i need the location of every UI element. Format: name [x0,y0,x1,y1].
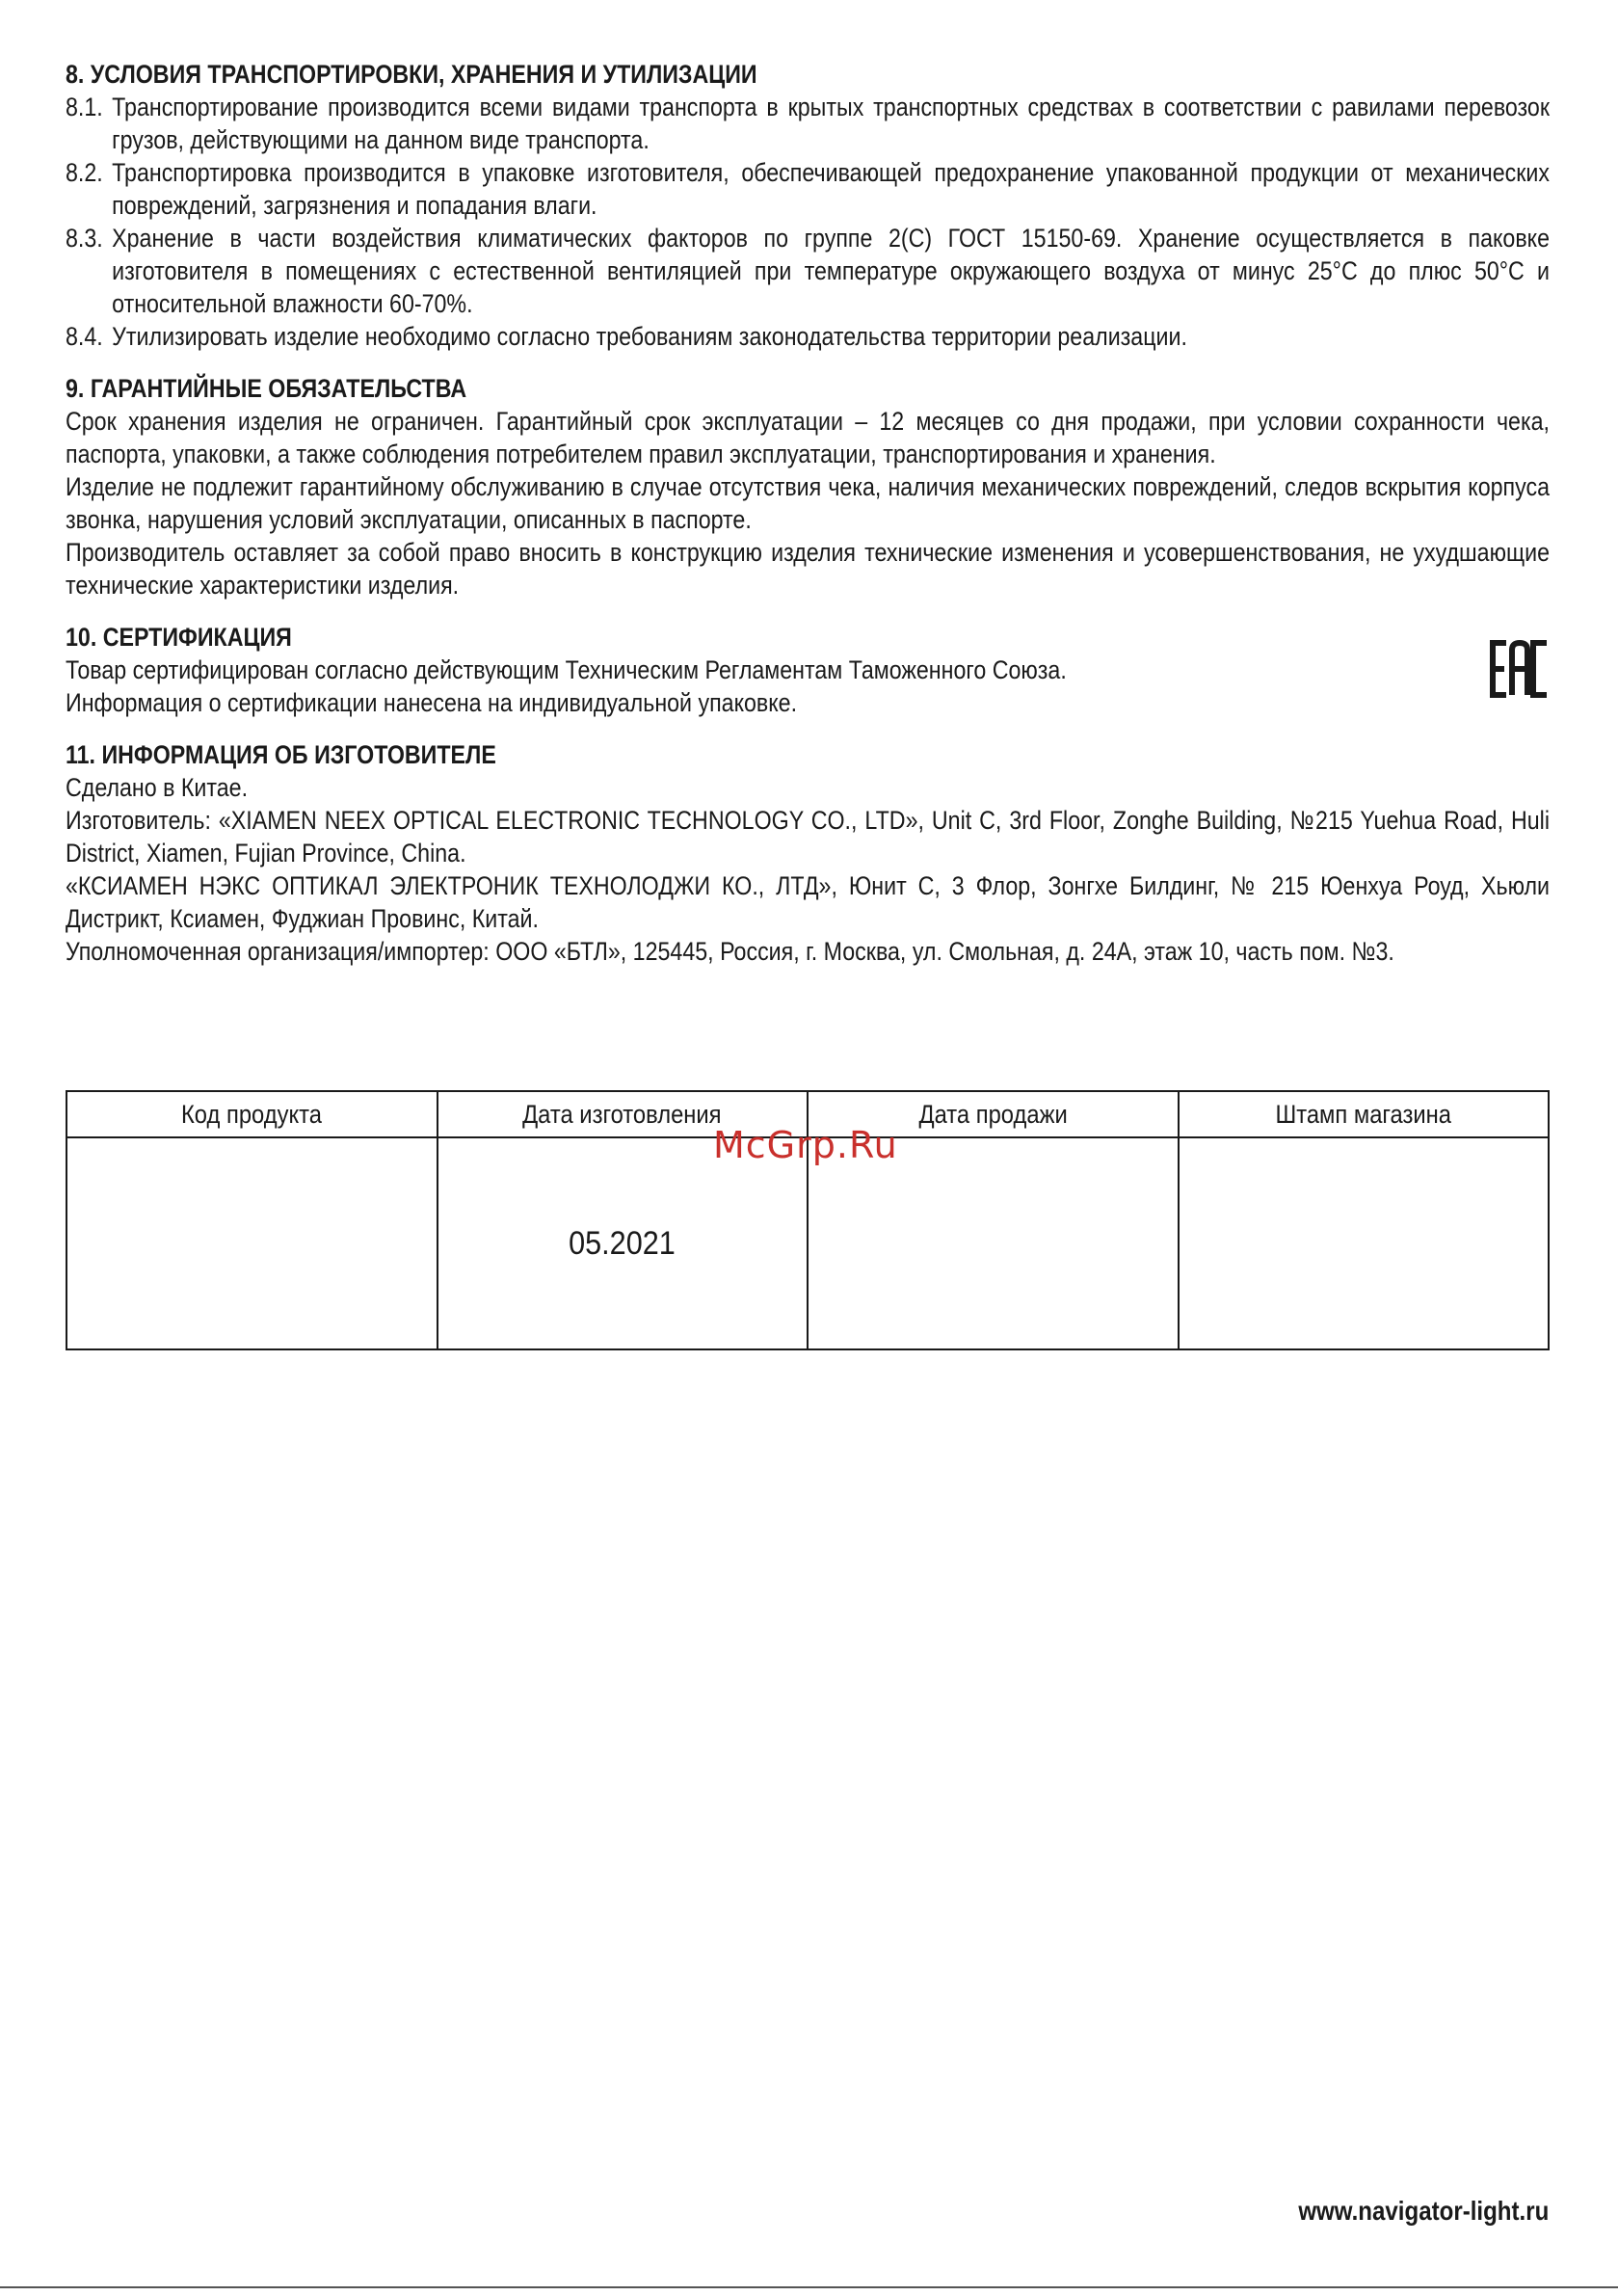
column-header: Код продукта [66,1091,438,1137]
table-row [66,1137,1549,1349]
paragraph: Товар сертифицирован согласно действующим Техническим Регламентам Таможенного Союза. [66,655,1067,684]
section-warranty [66,372,1550,601]
paragraph: Срок хранения изделия не ограничен. Гарантийный срок эксплуатации – 12 месяцев со дня продажи, при условии сохранности чека, паспорта, упаковки, а также соблюдения потребителем правил эксплуатации, транспортирования и хранения. [66,407,1551,468]
sale-date-cell [808,1137,1179,1349]
paragraph: Сделано в Китае. [66,773,249,802]
item-number: 8.3. [66,224,103,253]
section-certification [66,621,1550,719]
item-number: 8.4. [66,322,103,351]
item-text: Транспортировка производится в упаковке изготовителя, обеспечивающей предохранение упакованной продукции от механических повреждений, загрязнения и попадания влаги. [112,158,1551,220]
section-title: 8. УСЛОВИЯ ТРАНСПОРТИРОВКИ, ХРАНЕНИЯ И УТИЛИЗАЦИИ [66,60,757,89]
item-text: Транспортирование производится всеми видами транспорта в крытых транспортных средствах в соответствии с равилами перевозок грузов, действующими на данном виде транспорта. [112,93,1551,154]
item-text: Хранение в части воздействия климатических факторов по группе 2(С) ГОСТ 15150-69. Хранение осуществляется в паковке изготовителя в помещениях с естественной вентиляцией при температуре окружающего воздуха от минус 25°C до плюс 50°C и относительной влажности 60-70%. [112,224,1551,318]
list-item [66,320,1550,353]
manufacture-date: 05.2021 [569,1224,676,1262]
item-text: Утилизировать изделие необходимо согласно требованиям законодательства территории реализации. [112,322,1187,351]
paragraph: Информация о сертификации нанесена на индивидуальной упаковке. [66,688,798,717]
item-number: 8.2. [66,158,103,187]
section-manufacturer [66,738,1550,968]
section-title: 9. ГАРАНТИЙНЫЕ ОБЯЗАТЕЛЬСТВА [66,374,467,403]
section-transport [66,58,1550,353]
list-item [66,156,1550,222]
manufacture-date-cell [438,1137,809,1349]
item-number: 8.1. [66,93,103,121]
paragraph: Изготовитель: «XIAMEN NEEX OPTICAL ELECTRONIC TECHNOLOGY CO., LTD», Unit C, 3rd Floor, Zonghe Building, №215 Yuehua Road, Huli District, Xiamen, Fujian Province, China. [66,806,1551,868]
list-item [66,222,1550,320]
column-header: Дата продажи [808,1091,1179,1137]
transport-list [66,91,1550,353]
column-header: Штамп магазина [1179,1091,1550,1137]
section-title: 11. ИНФОРМАЦИЯ ОБ ИЗГОТОВИТЕЛЕ [66,740,496,769]
column-header: Дата изготовления [438,1091,809,1137]
paragraph: «КСИАМЕН НЭКС ОПТИКАЛ ЭЛЕКТРОНИК ТЕХНОЛОДЖИ КО., ЛТД», Юнит С, 3 Флор, Зонгхе Билдинг, № 215 Юенхуа Роуд, Хьюли Дистрикт, Ксиамен, Фуджиан Провинс, Китай. [66,871,1551,933]
eac-logo-icon [1490,640,1550,698]
shop-stamp-cell [1179,1137,1550,1349]
section-title: 10. СЕРТИФИКАЦИЯ [66,623,292,652]
paragraph: Уполномоченная организация/импортер: ООО «БТЛ», 125445, Россия, г. Москва, ул. Смольная, д. 24А, этаж 10, часть пом. №3. [66,937,1394,966]
paragraph: Производитель оставляет за собой право вносить в конструкцию изделия технические изменения и усовершенствования, не ухудшающие технические характеристики изделия. [66,538,1551,600]
list-item [66,91,1550,156]
paragraph: Изделие не подлежит гарантийному обслуживанию в случае отсутствия чека, наличия механических повреждений, следов вскрытия корпуса звонка, нарушения условий эксплуатации, описанных в паспорте. [66,472,1551,534]
watermark: McGrp.Ru [713,1124,898,1166]
document-page [66,58,1550,987]
product-code-cell [66,1137,438,1349]
divider [0,2286,1618,2288]
website-link[interactable]: www.navigator-light.ru [1298,2196,1549,2226]
